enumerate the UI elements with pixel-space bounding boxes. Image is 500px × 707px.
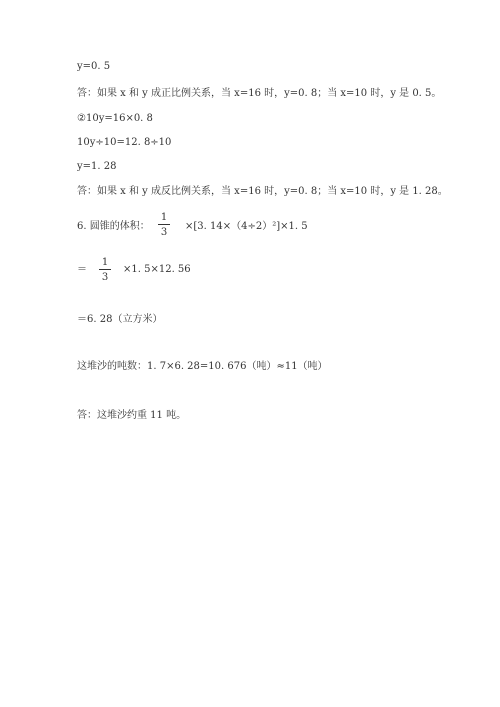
- fraction-numerator: 1: [160, 212, 168, 223]
- fraction-bar: [99, 269, 111, 270]
- equation-line-4: y=1. 28: [77, 161, 117, 172]
- equation-line-2: ②10y=16×0. 8: [77, 113, 153, 124]
- fraction-one-third-1: [158, 212, 170, 238]
- equals-sign: ＝: [77, 264, 87, 275]
- fraction-bar: [158, 224, 170, 225]
- equation-line-3: 10y÷10=12. 8÷10: [77, 137, 172, 148]
- answer-line-1: 答：如果 x 和 y 成正比例关系，当 x=16 时，y=0. 8；当 x=10 时，y 是 0. 5。: [77, 88, 442, 99]
- result-line: ＝6. 28（立方米）: [77, 314, 163, 325]
- fraction-numerator: 1: [101, 257, 109, 268]
- fraction-denominator: 3: [101, 272, 109, 283]
- equation-line-5: ×1. 5×12. 56: [123, 264, 191, 275]
- fraction-one-third-2: [99, 257, 111, 283]
- cone-volume-label: 6. 圆锥的体积：: [77, 221, 150, 232]
- fraction-denominator: 3: [160, 227, 168, 238]
- equation-line-1: y=0. 5: [77, 61, 111, 72]
- answer-line-2: 答：如果 x 和 y 成反比例关系，当 x=16 时，y=0. 8；当 x=10 时，y 是 1. 28。: [77, 186, 448, 197]
- cone-volume-expression: ×[3. 14×（4÷2）²]×1. 5: [185, 221, 308, 232]
- final-answer-line: 答：这堆沙约重 11 吨。: [77, 410, 187, 421]
- sand-tonnage-line: 这堆沙的吨数：1. 7×6. 28=10. 676（吨）≈11（吨）: [77, 361, 328, 372]
